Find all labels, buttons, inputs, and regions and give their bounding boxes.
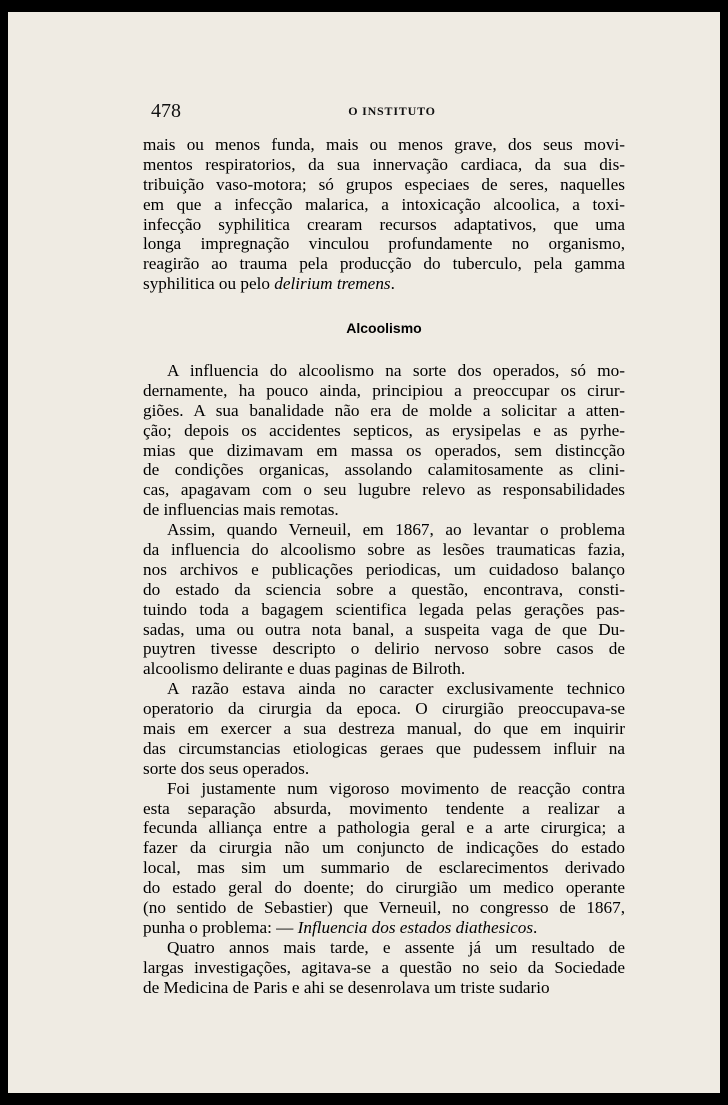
line-text: dernamente, ha pouco ainda, principiou a preoccupar os cirur- bbox=[143, 380, 625, 400]
line-text: sadas, uma ou outra nota banal, a suspeita vaga de que Du- bbox=[143, 619, 625, 639]
paragraph-continued bbox=[143, 135, 625, 294]
text-line bbox=[143, 460, 625, 480]
italic-text: delirium tremens bbox=[274, 274, 391, 294]
line-text: mentos respiratorios, da sua innervação cardiaca, da sua dis- bbox=[143, 154, 625, 174]
text-line bbox=[143, 620, 625, 640]
line-text: local, mas sim um summario de esclarecimentos derivado bbox=[143, 858, 625, 878]
text-line bbox=[143, 679, 625, 699]
text-line bbox=[143, 520, 625, 540]
line-text: ção; depois os accidentes septicos, as erysipelas e as pyrhe- bbox=[143, 420, 625, 440]
text-line bbox=[143, 135, 625, 155]
page-header bbox=[151, 100, 633, 122]
text-line bbox=[143, 381, 625, 401]
line-text: longa impregnação vinculou profundamente no organismo, bbox=[143, 234, 625, 254]
text-line bbox=[143, 274, 625, 294]
text-line bbox=[143, 215, 625, 235]
text-line bbox=[143, 918, 625, 938]
line-text: nos archivos e publicações periodicas, um cuidadoso balanço bbox=[143, 559, 625, 579]
section-heading: Alcoolismo bbox=[346, 320, 422, 336]
line-text: largas investigações, agitava-se a questão no seio da Sociedade bbox=[143, 957, 625, 977]
text-line bbox=[143, 898, 625, 918]
line-text: de Medicina de Paris e ahi se desenrolava um triste sudario bbox=[143, 977, 550, 997]
line-text: sorte dos seus operados. bbox=[143, 758, 310, 778]
text-line bbox=[143, 878, 625, 898]
line-text: operatorio da cirurgia da epoca. O cirurgião preoccupava-se bbox=[143, 699, 625, 719]
text-line bbox=[143, 361, 625, 381]
line-text: das circumstancias etiologicas geraes que pudessem influir na bbox=[143, 738, 625, 758]
running-title: O INSTITUTO bbox=[348, 104, 436, 118]
line-text: esta separação absurda, movimento tendente a realizar a bbox=[143, 798, 625, 818]
text-line bbox=[143, 639, 625, 659]
line-text: fazer da cirurgia não um conjuncto de indicações do estado bbox=[143, 838, 625, 858]
line-text: alcoolismo delirante e duas paginas de Bilroth. bbox=[143, 659, 466, 679]
text-line bbox=[143, 500, 625, 520]
text-line bbox=[143, 421, 625, 441]
text-line bbox=[143, 234, 625, 254]
line-text: de condições organicas, assolando calamitosamente as clini- bbox=[143, 460, 625, 480]
text-line bbox=[143, 779, 625, 799]
line-text: cas, apagavam com o seu lugubre relevo as responsabilidades bbox=[143, 480, 625, 500]
line-text: mais ou menos funda, mais ou menos grave, dos seus movi- bbox=[143, 135, 625, 154]
text-line bbox=[143, 441, 625, 461]
line-text: syphilitica ou pelo bbox=[143, 274, 275, 294]
line-text: A razão estava ainda no caracter exclusivamente technico bbox=[167, 679, 625, 699]
line-text: giões. A sua banalidade não era de molde a solicitar a atten- bbox=[143, 400, 625, 420]
text-line bbox=[143, 818, 625, 838]
line-text: punha o problema: — bbox=[143, 917, 298, 937]
text-line bbox=[143, 838, 625, 858]
text-line bbox=[143, 978, 625, 998]
line-text: Quatro annos mais tarde, e assente já um resultado de bbox=[167, 937, 625, 957]
page-number: 478 bbox=[151, 100, 181, 122]
line-text: infecção syphilitica crearam recursos adaptativos, que uma bbox=[143, 214, 625, 234]
line-text: em que a infecção malarica, a intoxicação alcoolica, a toxi- bbox=[143, 194, 625, 214]
text-line bbox=[143, 659, 625, 679]
line-punctuation: . bbox=[390, 274, 395, 294]
text-line bbox=[143, 560, 625, 580]
text-line bbox=[143, 858, 625, 878]
line-punctuation: . bbox=[533, 917, 538, 937]
line-text: do estado da sciencia sobre a questão, encontrava, consti- bbox=[143, 579, 625, 599]
italic-text: Influencia dos estados diathesicos bbox=[297, 917, 534, 937]
line-text: A influencia do alcoolismo na sorte dos operados, só mo- bbox=[167, 361, 625, 380]
line-text: de influencias mais remotas. bbox=[143, 500, 339, 520]
text-line bbox=[143, 739, 625, 759]
line-text: fecunda alliança entre a pathologia geral e a arte cirurgica; a bbox=[143, 818, 625, 838]
text-line bbox=[143, 719, 625, 739]
text-line bbox=[143, 540, 625, 560]
line-text: mias que dizimavam em massa os operados, sem distincção bbox=[143, 440, 625, 460]
line-text: tuindo toda a bagagem scientifica legada pelas gerações pas- bbox=[143, 599, 625, 619]
text-line bbox=[143, 759, 625, 779]
line-text: do estado geral do doente; do cirurgião um medico operante bbox=[143, 878, 625, 898]
section-body bbox=[143, 361, 625, 998]
text-line bbox=[143, 401, 625, 421]
text-line bbox=[143, 580, 625, 600]
text-line bbox=[143, 799, 625, 819]
line-text: Foi justamente num vigoroso movimento de reacção contra bbox=[167, 778, 625, 798]
text-line bbox=[143, 699, 625, 719]
text-line bbox=[143, 254, 625, 274]
line-text: (no sentido de Sebastier) que Verneuil, no congresso de 1867, bbox=[143, 898, 625, 918]
text-line bbox=[143, 958, 625, 978]
text-line bbox=[143, 938, 625, 958]
text-line bbox=[143, 480, 625, 500]
line-text: da influencia do alcoolismo sobre as lesões traumaticas fazia, bbox=[143, 540, 625, 560]
text-line bbox=[143, 175, 625, 195]
text-line bbox=[143, 195, 625, 215]
line-text: puytren tivesse descripto o delirio nervoso sobre casos de bbox=[143, 639, 625, 659]
line-text: mais em exercer a sua destreza manual, do que em inquirir bbox=[143, 719, 625, 739]
line-text: reagirão ao trauma pela producção do tuberculo, pela gamma bbox=[143, 254, 625, 274]
line-text: tribuição vaso-motora; só grupos especiaes de seres, naquelles bbox=[143, 174, 625, 194]
line-text: Assim, quando Verneuil, em 1867, ao levantar o problema bbox=[167, 520, 625, 540]
text-line bbox=[143, 600, 625, 620]
text-line bbox=[143, 155, 625, 175]
